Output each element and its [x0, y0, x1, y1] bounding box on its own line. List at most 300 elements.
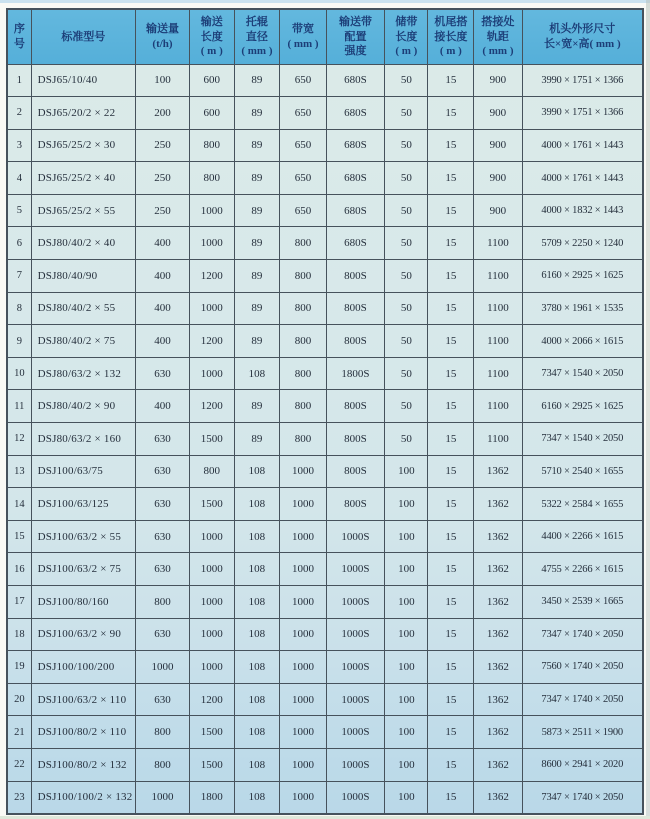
cell-length: 1000 [190, 194, 235, 227]
cell-strength: 800S [326, 390, 385, 423]
cell-model: DSJ65/25/2 × 40 [31, 162, 135, 195]
cell-model: DSJ100/80/160 [31, 586, 135, 619]
header-label-line: 输送量 [145, 23, 179, 36]
cell-strength: 1000S [326, 748, 385, 781]
cell-width: 1000 [280, 781, 326, 814]
header-label-line: 带宽 [292, 23, 315, 36]
header-label-line: 机尾搭 [434, 16, 468, 29]
cell-tail: 15 [428, 423, 474, 456]
table-row [7, 716, 643, 749]
cell-storage: 100 [385, 651, 428, 684]
cell-storage: 100 [385, 553, 428, 586]
cell-gauge: 900 [474, 64, 522, 97]
cell-width: 650 [280, 194, 326, 227]
cell-roller: 89 [234, 260, 280, 293]
cell-roller: 108 [234, 618, 280, 651]
cell-width: 800 [280, 260, 326, 293]
cell-length: 1000 [190, 357, 235, 390]
cell-tail: 15 [428, 260, 474, 293]
cell-capacity: 630 [135, 455, 189, 488]
cell-tail: 15 [428, 357, 474, 390]
cell-roller: 108 [234, 781, 280, 814]
cell-length: 1500 [190, 748, 235, 781]
cell-strength: 1000S [326, 781, 385, 814]
header-cell-dims [522, 9, 643, 64]
table-row [7, 520, 643, 553]
header-label-line: 输送带 [338, 16, 372, 29]
cell-width: 800 [280, 357, 326, 390]
cell-storage: 50 [385, 227, 428, 260]
cell-width: 650 [280, 162, 326, 195]
cell-gauge: 1362 [474, 781, 522, 814]
cell-storage: 50 [385, 390, 428, 423]
cell-gauge: 1100 [474, 423, 522, 456]
cell-tail: 15 [428, 651, 474, 684]
cell-gauge: 900 [474, 129, 522, 162]
cell-strength: 680S [326, 64, 385, 97]
cell-roller: 108 [234, 748, 280, 781]
cell-storage: 50 [385, 129, 428, 162]
header-label-line: 长×宽×高( mm ) [543, 37, 621, 50]
cell-serial: 22 [7, 748, 31, 781]
cell-length: 1000 [190, 292, 235, 325]
cell-roller: 108 [234, 586, 280, 619]
cell-dims: 5709 × 2250 × 1240 [522, 227, 643, 260]
cell-serial: 16 [7, 553, 31, 586]
cell-length: 1200 [190, 325, 235, 358]
cell-storage: 50 [385, 97, 428, 130]
header-cell-storage [385, 9, 428, 64]
cell-tail: 15 [428, 683, 474, 716]
header-cell-roller [234, 9, 280, 64]
cell-storage: 50 [385, 64, 428, 97]
cell-model: DSJ100/63/125 [31, 488, 135, 521]
cell-length: 1000 [190, 618, 235, 651]
cell-storage: 100 [385, 683, 428, 716]
header-label-line: 配置 [344, 30, 367, 43]
header-label-line: (t/h) [152, 37, 173, 50]
cell-roller: 108 [234, 553, 280, 586]
cell-serial: 13 [7, 455, 31, 488]
cell-dims: 3990 × 1751 × 1366 [522, 64, 643, 97]
cell-serial: 9 [7, 325, 31, 358]
cell-storage: 50 [385, 292, 428, 325]
cell-width: 1000 [280, 520, 326, 553]
cell-storage: 100 [385, 488, 428, 521]
cell-capacity: 630 [135, 357, 189, 390]
cell-storage: 100 [385, 716, 428, 749]
cell-strength: 1000S [326, 651, 385, 684]
cell-serial: 6 [7, 227, 31, 260]
table-row [7, 423, 643, 456]
cell-roller: 89 [234, 423, 280, 456]
cell-capacity: 800 [135, 748, 189, 781]
cell-dims: 5710 × 2540 × 1655 [522, 455, 643, 488]
cell-roller: 89 [234, 97, 280, 130]
cell-gauge: 1362 [474, 455, 522, 488]
cell-gauge: 1362 [474, 618, 522, 651]
header-label-line: ( m ) [395, 44, 418, 57]
spec-table [6, 8, 644, 815]
table-row [7, 357, 643, 390]
cell-width: 1000 [280, 455, 326, 488]
table-row [7, 618, 643, 651]
cell-capacity: 400 [135, 292, 189, 325]
cell-dims: 7347 × 1540 × 2050 [522, 357, 643, 390]
cell-model: DSJ100/63/2 × 110 [31, 683, 135, 716]
cell-gauge: 900 [474, 162, 522, 195]
cell-gauge: 1362 [474, 651, 522, 684]
header-row [7, 9, 643, 64]
cell-serial: 10 [7, 357, 31, 390]
table-row [7, 748, 643, 781]
cell-strength: 1000S [326, 683, 385, 716]
cell-strength: 1000S [326, 716, 385, 749]
cell-dims: 4000 × 2066 × 1615 [522, 325, 643, 358]
cell-tail: 15 [428, 292, 474, 325]
cell-model: DSJ80/63/2 × 160 [31, 423, 135, 456]
header-label-line: 标准型号 [61, 30, 106, 43]
cell-length: 1500 [190, 423, 235, 456]
cell-strength: 680S [326, 162, 385, 195]
cell-length: 1000 [190, 227, 235, 260]
scan-edge-right [646, 0, 650, 819]
cell-roller: 108 [234, 520, 280, 553]
cell-gauge: 1100 [474, 292, 522, 325]
cell-storage: 100 [385, 748, 428, 781]
cell-tail: 15 [428, 488, 474, 521]
table-row [7, 292, 643, 325]
cell-storage: 50 [385, 162, 428, 195]
cell-serial: 3 [7, 129, 31, 162]
header-label-line: 储带 [395, 16, 418, 29]
cell-roller: 89 [234, 162, 280, 195]
cell-serial: 5 [7, 194, 31, 227]
cell-width: 1000 [280, 586, 326, 619]
cell-capacity: 100 [135, 64, 189, 97]
cell-serial: 15 [7, 520, 31, 553]
cell-width: 1000 [280, 488, 326, 521]
cell-width: 800 [280, 423, 326, 456]
table-row [7, 781, 643, 814]
header-label-line: ( mm ) [241, 44, 273, 57]
cell-tail: 15 [428, 64, 474, 97]
cell-dims: 7347 × 1740 × 2050 [522, 618, 643, 651]
cell-strength: 680S [326, 227, 385, 260]
cell-gauge: 1362 [474, 586, 522, 619]
cell-storage: 100 [385, 520, 428, 553]
cell-roller: 89 [234, 390, 280, 423]
spec-table-header [7, 9, 643, 64]
cell-storage: 50 [385, 357, 428, 390]
cell-capacity: 630 [135, 683, 189, 716]
cell-dims: 5873 × 2511 × 1900 [522, 716, 643, 749]
cell-strength: 1000S [326, 586, 385, 619]
cell-length: 600 [190, 97, 235, 130]
cell-width: 1000 [280, 553, 326, 586]
header-cell-gauge [474, 9, 522, 64]
cell-width: 1000 [280, 716, 326, 749]
cell-width: 800 [280, 325, 326, 358]
cell-serial: 17 [7, 586, 31, 619]
header-label-line: 轨距 [486, 30, 509, 43]
cell-strength: 680S [326, 194, 385, 227]
cell-length: 1200 [190, 390, 235, 423]
header-label-line: 搭接处 [481, 16, 515, 29]
cell-serial: 14 [7, 488, 31, 521]
header-label-line: 接长度 [434, 30, 468, 43]
cell-tail: 15 [428, 194, 474, 227]
header-cell-model [31, 9, 135, 64]
cell-strength: 800S [326, 260, 385, 293]
table-row [7, 488, 643, 521]
cell-capacity: 250 [135, 129, 189, 162]
cell-roller: 108 [234, 357, 280, 390]
cell-gauge: 1362 [474, 748, 522, 781]
cell-capacity: 400 [135, 390, 189, 423]
table-row [7, 651, 643, 684]
cell-length: 1500 [190, 716, 235, 749]
header-label-line: 输送 [200, 16, 223, 29]
table-row [7, 194, 643, 227]
header-label-line: 机头外形尺寸 [549, 23, 616, 36]
cell-gauge: 1362 [474, 488, 522, 521]
cell-gauge: 1100 [474, 260, 522, 293]
cell-gauge: 1100 [474, 357, 522, 390]
cell-serial: 21 [7, 716, 31, 749]
cell-strength: 1000S [326, 618, 385, 651]
cell-width: 650 [280, 64, 326, 97]
cell-serial: 19 [7, 651, 31, 684]
cell-roller: 89 [234, 64, 280, 97]
header-cell-capacity [135, 9, 189, 64]
cell-tail: 15 [428, 781, 474, 814]
table-row [7, 455, 643, 488]
cell-capacity: 800 [135, 586, 189, 619]
cell-tail: 15 [428, 586, 474, 619]
cell-capacity: 800 [135, 716, 189, 749]
cell-dims: 3780 × 1961 × 1535 [522, 292, 643, 325]
cell-strength: 800S [326, 423, 385, 456]
table-row [7, 683, 643, 716]
cell-strength: 680S [326, 97, 385, 130]
cell-strength: 800S [326, 292, 385, 325]
cell-capacity: 250 [135, 162, 189, 195]
cell-strength: 1800S [326, 357, 385, 390]
cell-serial: 7 [7, 260, 31, 293]
table-row [7, 64, 643, 97]
cell-model: DSJ80/40/2 × 40 [31, 227, 135, 260]
cell-model: DSJ100/63/2 × 90 [31, 618, 135, 651]
cell-storage: 100 [385, 781, 428, 814]
cell-capacity: 630 [135, 488, 189, 521]
cell-tail: 15 [428, 325, 474, 358]
cell-storage: 100 [385, 618, 428, 651]
cell-roller: 108 [234, 683, 280, 716]
cell-width: 1000 [280, 618, 326, 651]
cell-dims: 3450 × 2539 × 1665 [522, 586, 643, 619]
cell-serial: 20 [7, 683, 31, 716]
cell-model: DSJ100/63/75 [31, 455, 135, 488]
cell-width: 1000 [280, 683, 326, 716]
cell-gauge: 900 [474, 194, 522, 227]
scan-edge-top [0, 0, 650, 3]
cell-gauge: 1100 [474, 325, 522, 358]
cell-length: 1800 [190, 781, 235, 814]
cell-roller: 89 [234, 129, 280, 162]
cell-storage: 50 [385, 325, 428, 358]
cell-strength: 800S [326, 455, 385, 488]
cell-capacity: 400 [135, 260, 189, 293]
cell-capacity: 1000 [135, 651, 189, 684]
header-label-line: 托辊 [245, 16, 268, 29]
header-label-line: ( m ) [200, 44, 223, 57]
cell-width: 800 [280, 227, 326, 260]
cell-strength: 800S [326, 488, 385, 521]
cell-length: 800 [190, 129, 235, 162]
cell-model: DSJ100/80/2 × 110 [31, 716, 135, 749]
cell-serial: 11 [7, 390, 31, 423]
cell-width: 800 [280, 390, 326, 423]
cell-capacity: 250 [135, 194, 189, 227]
cell-capacity: 630 [135, 618, 189, 651]
cell-roller: 89 [234, 227, 280, 260]
cell-storage: 50 [385, 194, 428, 227]
cell-strength: 1000S [326, 520, 385, 553]
header-label-line: 序 [13, 23, 25, 36]
cell-capacity: 1000 [135, 781, 189, 814]
cell-dims: 6160 × 2925 × 1625 [522, 260, 643, 293]
cell-roller: 108 [234, 716, 280, 749]
header-label-line: 强度 [344, 44, 367, 57]
cell-model: DSJ100/63/2 × 75 [31, 553, 135, 586]
cell-dims: 4000 × 1832 × 1443 [522, 194, 643, 227]
table-row [7, 390, 643, 423]
cell-tail: 15 [428, 618, 474, 651]
header-label-line: ( m ) [439, 44, 462, 57]
cell-tail: 15 [428, 162, 474, 195]
cell-length: 1000 [190, 520, 235, 553]
cell-gauge: 1362 [474, 716, 522, 749]
header-label-line: 长度 [200, 30, 223, 43]
cell-dims: 7347 × 1540 × 2050 [522, 423, 643, 456]
header-cell-serial [7, 9, 31, 64]
cell-roller: 108 [234, 651, 280, 684]
cell-dims: 8600 × 2941 × 2020 [522, 748, 643, 781]
cell-serial: 1 [7, 64, 31, 97]
cell-serial: 2 [7, 97, 31, 130]
header-cell-width [280, 9, 326, 64]
cell-serial: 4 [7, 162, 31, 195]
cell-gauge: 1100 [474, 227, 522, 260]
table-row [7, 162, 643, 195]
cell-capacity: 630 [135, 553, 189, 586]
header-label-line: ( mm ) [287, 37, 319, 50]
cell-model: DSJ100/100/2 × 132 [31, 781, 135, 814]
cell-strength: 800S [326, 325, 385, 358]
cell-tail: 15 [428, 390, 474, 423]
cell-roller: 89 [234, 194, 280, 227]
cell-model: DSJ100/63/2 × 55 [31, 520, 135, 553]
cell-roller: 108 [234, 455, 280, 488]
cell-length: 1200 [190, 260, 235, 293]
cell-storage: 50 [385, 260, 428, 293]
table-row [7, 586, 643, 619]
cell-tail: 15 [428, 455, 474, 488]
cell-width: 650 [280, 129, 326, 162]
cell-tail: 15 [428, 716, 474, 749]
cell-storage: 100 [385, 455, 428, 488]
cell-width: 650 [280, 97, 326, 130]
cell-dims: 6160 × 2925 × 1625 [522, 390, 643, 423]
header-label-line: 长度 [395, 30, 418, 43]
header-label-line: ( mm ) [482, 44, 514, 57]
header-cell-length [190, 9, 235, 64]
cell-length: 800 [190, 162, 235, 195]
cell-dims: 4400 × 2266 × 1615 [522, 520, 643, 553]
cell-model: DSJ80/63/2 × 132 [31, 357, 135, 390]
cell-length: 1000 [190, 651, 235, 684]
cell-length: 800 [190, 455, 235, 488]
cell-tail: 15 [428, 227, 474, 260]
cell-tail: 15 [428, 553, 474, 586]
cell-dims: 7347 × 1740 × 2050 [522, 683, 643, 716]
cell-capacity: 630 [135, 520, 189, 553]
cell-serial: 23 [7, 781, 31, 814]
cell-roller: 89 [234, 325, 280, 358]
cell-capacity: 400 [135, 227, 189, 260]
cell-length: 1500 [190, 488, 235, 521]
cell-strength: 1000S [326, 553, 385, 586]
cell-model: DSJ65/20/2 × 22 [31, 97, 135, 130]
cell-length: 1000 [190, 553, 235, 586]
cell-dims: 5322 × 2584 × 1655 [522, 488, 643, 521]
table-row [7, 553, 643, 586]
cell-dims: 7347 × 1740 × 2050 [522, 781, 643, 814]
cell-width: 800 [280, 292, 326, 325]
table-row [7, 325, 643, 358]
header-cell-strength [326, 9, 385, 64]
cell-gauge: 1100 [474, 390, 522, 423]
cell-model: DSJ100/100/200 [31, 651, 135, 684]
cell-gauge: 900 [474, 97, 522, 130]
cell-model: DSJ80/40/2 × 55 [31, 292, 135, 325]
cell-model: DSJ80/40/90 [31, 260, 135, 293]
cell-dims: 3990 × 1751 × 1366 [522, 97, 643, 130]
cell-length: 1200 [190, 683, 235, 716]
cell-capacity: 400 [135, 325, 189, 358]
table-row [7, 227, 643, 260]
cell-dims: 7560 × 1740 × 2050 [522, 651, 643, 684]
cell-tail: 15 [428, 97, 474, 130]
table-row [7, 129, 643, 162]
cell-gauge: 1362 [474, 553, 522, 586]
cell-width: 1000 [280, 748, 326, 781]
cell-width: 1000 [280, 651, 326, 684]
cell-dims: 4000 × 1761 × 1443 [522, 129, 643, 162]
cell-tail: 15 [428, 520, 474, 553]
cell-gauge: 1362 [474, 520, 522, 553]
cell-length: 1000 [190, 586, 235, 619]
cell-capacity: 200 [135, 97, 189, 130]
cell-serial: 8 [7, 292, 31, 325]
cell-storage: 100 [385, 586, 428, 619]
cell-dims: 4755 × 2266 × 1615 [522, 553, 643, 586]
cell-tail: 15 [428, 748, 474, 781]
cell-roller: 89 [234, 292, 280, 325]
header-label-line: 号 [13, 37, 25, 50]
header-cell-tail [428, 9, 474, 64]
